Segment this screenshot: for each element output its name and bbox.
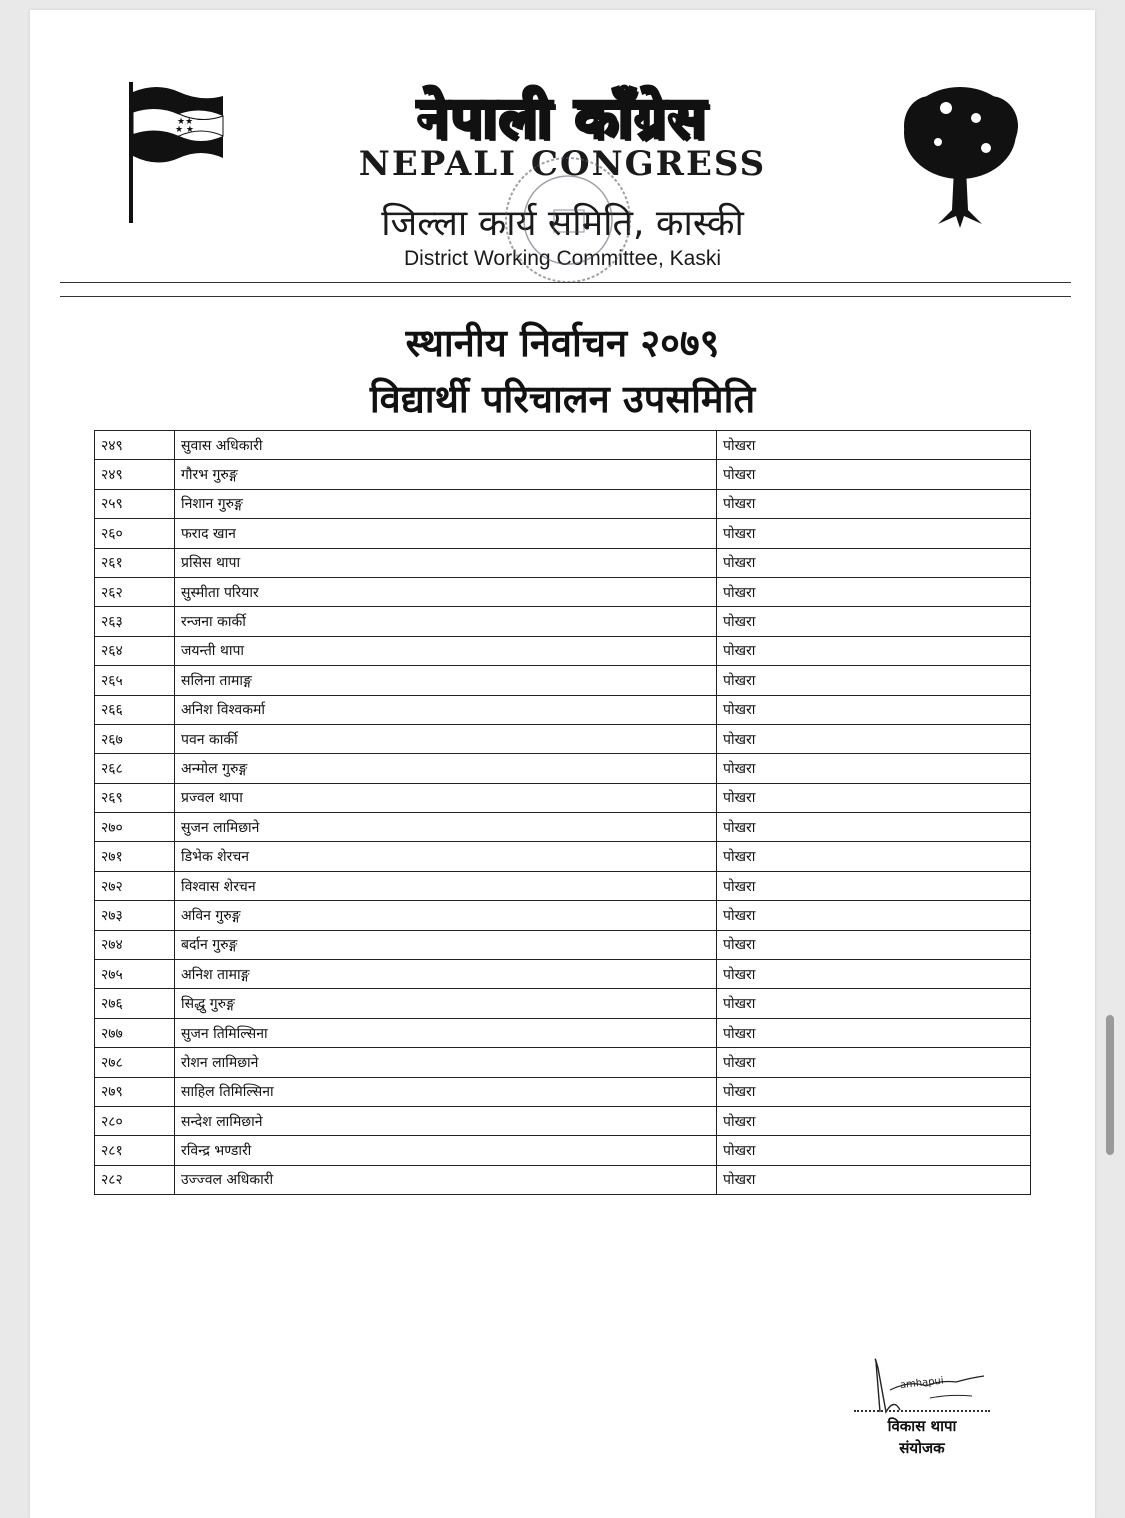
member-name: गौरभ गुरुङ्ग (175, 460, 717, 489)
committee-name-nepali: जिल्ला कार्य समिति, कास्की (381, 203, 744, 244)
member-name: अनिश तामाङ्ग (175, 960, 717, 989)
table-row (95, 460, 1031, 489)
table-row (95, 519, 1031, 548)
document-subtitle: विद्यार्थी परिचालन उपसमिति (369, 377, 756, 421)
table-row (95, 1136, 1031, 1165)
table-row (95, 871, 1031, 900)
member-location: पोखरा (717, 960, 1031, 989)
row-number: २४९ (95, 460, 175, 489)
member-name: उज्ज्वल अधिकारी (175, 1165, 717, 1194)
member-location: पोखरा (717, 1077, 1031, 1106)
member-location: पोखरा (717, 724, 1031, 753)
table-row (95, 842, 1031, 871)
member-name: सुवास अधिकारी (175, 431, 717, 460)
member-name: सुजन तिमिल्सिना (175, 1018, 717, 1047)
member-location: पोखरा (717, 871, 1031, 900)
table-row (95, 548, 1031, 577)
table-row (95, 431, 1031, 460)
member-location: पोखरा (717, 901, 1031, 930)
member-name: रविन्द्र भण्डारी (175, 1136, 717, 1165)
row-number: २७२ (95, 871, 175, 900)
member-location: पोखरा (717, 636, 1031, 665)
member-name: साहिल तिमिल्सिना (175, 1077, 717, 1106)
row-number: २७० (95, 813, 175, 842)
member-location: पोखरा (717, 519, 1031, 548)
row-number: २६२ (95, 577, 175, 606)
table-row (95, 1165, 1031, 1194)
member-name: डिभेक शेरचन (175, 842, 717, 871)
row-number: २७६ (95, 989, 175, 1018)
table-row (95, 1048, 1031, 1077)
member-name: जयन्ती थापा (175, 636, 717, 665)
member-location: पोखरा (717, 666, 1031, 695)
member-location: पोखरा (717, 577, 1031, 606)
table-row (95, 930, 1031, 959)
table-row (95, 666, 1031, 695)
member-location: पोखरा (717, 548, 1031, 577)
member-name: सन्देश लामिछाने (175, 1106, 717, 1135)
member-name: विश्वास शेरचन (175, 871, 717, 900)
signatory-name: विकास थापा (887, 1417, 957, 1435)
row-number: २६८ (95, 754, 175, 783)
member-name: बर्दान गुरुङ्ग (175, 930, 717, 959)
table-row (95, 1018, 1031, 1047)
row-number: २८१ (95, 1136, 175, 1165)
row-number: २७७ (95, 1018, 175, 1047)
table-row (95, 1077, 1031, 1106)
member-name: अन्मोल गुरुङ्ग (175, 754, 717, 783)
table-row (95, 577, 1031, 606)
member-location: पोखरा (717, 930, 1031, 959)
table-row (95, 901, 1031, 930)
member-name: सुस्मीता परियार (175, 577, 717, 606)
member-location: पोखरा (717, 842, 1031, 871)
row-number: २८० (95, 1106, 175, 1135)
member-location: पोखरा (717, 460, 1031, 489)
row-number: २६० (95, 519, 175, 548)
row-number: २४९ (95, 431, 175, 460)
row-number: २६७ (95, 724, 175, 753)
table-row (95, 607, 1031, 636)
row-number: २६९ (95, 783, 175, 812)
row-number: २५९ (95, 489, 175, 518)
member-name: रोशन लामिछाने (175, 1048, 717, 1077)
office-stamp-icon (498, 150, 638, 290)
table-row (95, 960, 1031, 989)
member-location: पोखरा (717, 489, 1031, 518)
row-number: २७३ (95, 901, 175, 930)
document-page (30, 10, 1095, 1518)
member-name: रन्जना कार्की (175, 607, 717, 636)
table-row (95, 489, 1031, 518)
table-row (95, 989, 1031, 1018)
member-name: सलिना तामाङ्ग (175, 666, 717, 695)
member-location: पोखरा (717, 813, 1031, 842)
table-row (95, 783, 1031, 812)
row-number: २६४ (95, 636, 175, 665)
svg-text:★ ★: ★ ★ (175, 125, 194, 135)
member-location: पोखरा (717, 607, 1031, 636)
member-name: प्रज्वल थापा (175, 783, 717, 812)
table-row (95, 754, 1031, 783)
member-location: पोखरा (717, 695, 1031, 724)
member-location: पोखरा (717, 989, 1031, 1018)
member-name: सिद्धु गुरुङ्ग (175, 989, 717, 1018)
member-location: पोखरा (717, 1018, 1031, 1047)
committee-name-english: District Working Committee, Kaski (403, 247, 721, 270)
row-number: २७१ (95, 842, 175, 871)
row-number: २६६ (95, 695, 175, 724)
member-location: पोखरा (717, 1048, 1031, 1077)
signature-line (854, 1410, 990, 1412)
header-rule-bottom (60, 296, 1071, 297)
row-number: २६५ (95, 666, 175, 695)
signatory-role: संयोजक (899, 1439, 945, 1457)
row-number: २७८ (95, 1048, 175, 1077)
member-name: निशान गुरुङ्ग (175, 489, 717, 518)
svg-text:amhapui: amhapui (899, 1375, 945, 1392)
member-name: फराद खान (175, 519, 717, 548)
row-number: २८२ (95, 1165, 175, 1194)
row-number: २७५ (95, 960, 175, 989)
svg-text:★★: ★★ (177, 117, 194, 127)
document-title: स्थानीय निर्वाचन २०७९ (405, 321, 720, 365)
row-number: २७४ (95, 930, 175, 959)
member-location: पोखरा (717, 754, 1031, 783)
row-number: २७९ (95, 1077, 175, 1106)
header-rule-top (60, 282, 1071, 283)
party-name-nepali: नेपाली काँग्रेस (417, 86, 708, 151)
member-name: अविन गुरुङ्ग (175, 901, 717, 930)
table-row (95, 636, 1031, 665)
row-number: २६३ (95, 607, 175, 636)
member-name: प्रसिस थापा (175, 548, 717, 577)
row-number: २६१ (95, 548, 175, 577)
member-name: अनिश विश्वकर्मा (175, 695, 717, 724)
table-row (95, 813, 1031, 842)
member-location: पोखरा (717, 783, 1031, 812)
roster-table (94, 430, 1031, 1195)
member-location: पोखरा (717, 1136, 1031, 1165)
table-row (95, 1106, 1031, 1135)
table-row (95, 695, 1031, 724)
member-location: पोखरा (717, 1106, 1031, 1135)
member-name: सुजन लामिछाने (175, 813, 717, 842)
member-location: पोखरा (717, 431, 1031, 460)
member-name: पवन कार्की (175, 724, 717, 753)
scrollbar-thumb[interactable] (1106, 1015, 1114, 1155)
party-name-english: NEPALI CONGRESS (358, 144, 767, 184)
table-row (95, 724, 1031, 753)
member-location: पोखरा (717, 1165, 1031, 1194)
